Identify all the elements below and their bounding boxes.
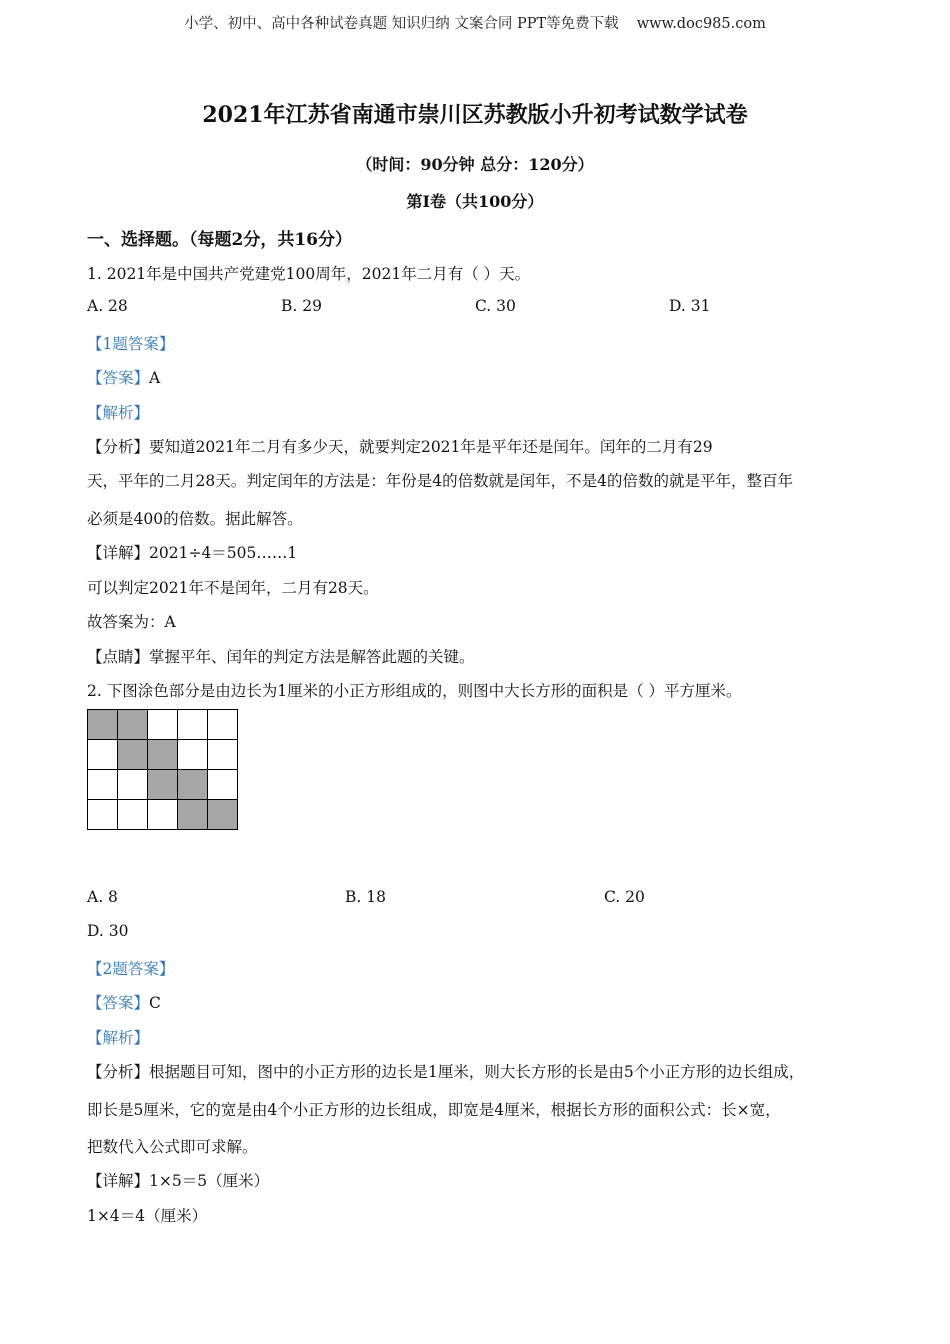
q2-answer-title: 【2题答案】 bbox=[87, 960, 175, 978]
q1-option-a: A. 28 bbox=[87, 297, 128, 315]
q1-analysis-tag: 【分析】 bbox=[87, 438, 150, 456]
q2-option-a: A. 8 bbox=[87, 888, 118, 906]
grid-cell bbox=[148, 710, 178, 740]
q2-analysis-tag: 【分析】 bbox=[87, 1063, 150, 1081]
q1-analysis-title: 【解析】 bbox=[87, 404, 150, 422]
q1-detail-tag: 【详解】 bbox=[87, 544, 150, 562]
q2-detail-line-2: 1×4＝4（厘米） bbox=[87, 1207, 208, 1225]
q1-analysis-line-1 bbox=[87, 435, 713, 457]
q1-analysis-text-1: 要知道2021年二月有多少天，就要判定2021年是平年还是闰年。闰年的二月有29 bbox=[149, 438, 713, 456]
q1-comment-tag: 【点睛】 bbox=[87, 648, 150, 666]
q1-analysis-line-3: 必须是400的倍数。据此解答。 bbox=[87, 510, 303, 528]
q1-detail-text-1: 2021÷4＝505……1 bbox=[149, 544, 298, 562]
q2-answer bbox=[87, 991, 161, 1013]
time-info: （时间：90分钟 总分：120分） bbox=[356, 155, 594, 174]
shaded-cell bbox=[118, 710, 148, 740]
q2-stem: 2. 下图涂色部分是由边长为1厘米的小正方形组成的，则图中大长方形的面积是（ ）平方厘米。 bbox=[87, 682, 742, 700]
q2-option-c: C. 20 bbox=[604, 888, 645, 906]
shaded-cell bbox=[178, 770, 208, 800]
q1-comment-text: 掌握平年、闰年的判定方法是解答此题的关键。 bbox=[149, 648, 475, 666]
grid-cell bbox=[178, 710, 208, 740]
shaded-cell bbox=[178, 800, 208, 830]
section-title: 一、选择题。（每题2分，共16分） bbox=[87, 230, 352, 250]
q1-detail-line-3: 故答案为：A bbox=[87, 613, 176, 631]
q2-analysis-line-1 bbox=[87, 1060, 804, 1082]
header-url[interactable]: www.doc985.com bbox=[636, 16, 766, 32]
grid-cell bbox=[148, 800, 178, 830]
q2-option-b: B. 18 bbox=[345, 888, 386, 906]
q2-option-d: D. 30 bbox=[87, 922, 129, 940]
q2-grid-figure bbox=[87, 709, 238, 830]
grid-cell bbox=[88, 800, 118, 830]
q1-stem: 1. 2021年是中国共产党建党100周年，2021年二月有（ ）天。 bbox=[87, 265, 531, 283]
q2-detail-line-1 bbox=[87, 1169, 269, 1191]
grid-cell bbox=[208, 770, 238, 800]
shaded-cell bbox=[148, 740, 178, 770]
grid-cell bbox=[88, 740, 118, 770]
header-text: 小学、初中、高中各种试卷真题 知识归纳 文案合同 PPT等免费下载 bbox=[184, 16, 619, 32]
q2-answer-tag: 【答案】 bbox=[87, 994, 150, 1012]
grid-cell bbox=[178, 740, 208, 770]
grid-cell bbox=[118, 770, 148, 800]
grid-cell bbox=[88, 770, 118, 800]
q1-detail-line-1 bbox=[87, 541, 297, 563]
grid-cell bbox=[118, 800, 148, 830]
q1-answer-tag: 【答案】 bbox=[87, 369, 150, 387]
shaded-cell bbox=[208, 800, 238, 830]
q1-comment bbox=[87, 645, 475, 667]
q1-analysis-line-2: 天，平年的二月28天。判定闰年的方法是：年份是4的倍数就是闰年，不是4的倍数的就是平年，整百年 bbox=[87, 472, 793, 490]
volume-title: 第Ⅰ卷（共100分） bbox=[406, 192, 544, 211]
q1-answer-title: 【1题答案】 bbox=[87, 335, 175, 353]
grid-cell bbox=[208, 740, 238, 770]
q1-option-b: B. 29 bbox=[281, 297, 322, 315]
q1-answer-value: A bbox=[149, 369, 161, 387]
q2-detail-text-1: 1×5＝5（厘米） bbox=[149, 1172, 270, 1190]
page-title: 2021年江苏省南通市崇川区苏教版小升初考试数学试卷 bbox=[202, 102, 748, 128]
q2-analysis-text-1: 根据题目可知，图中的小正方形的边长是1厘米，则大长方形的长是由5个小正方形的边长组成， bbox=[149, 1063, 805, 1081]
shaded-cell bbox=[148, 770, 178, 800]
q2-detail-tag: 【详解】 bbox=[87, 1172, 150, 1190]
q2-analysis-line-2: 即长是5厘米，它的宽是由4个小正方形的边长组成，即宽是4厘米，根据长方形的面积公式：长×宽， bbox=[87, 1101, 781, 1119]
q1-detail-line-2: 可以判定2021年不是闰年，二月有28天。 bbox=[87, 579, 379, 597]
site-header bbox=[0, 12, 950, 33]
q2-analysis-title: 【解析】 bbox=[87, 1029, 150, 1047]
q2-analysis-line-3: 把数代入公式即可求解。 bbox=[87, 1138, 258, 1156]
shaded-cell bbox=[118, 740, 148, 770]
shaded-cell bbox=[88, 710, 118, 740]
q1-option-c: C. 30 bbox=[475, 297, 516, 315]
grid-cell bbox=[208, 710, 238, 740]
q1-option-d: D. 31 bbox=[669, 297, 711, 315]
q2-answer-value: C bbox=[149, 994, 161, 1012]
q1-answer bbox=[87, 366, 160, 388]
